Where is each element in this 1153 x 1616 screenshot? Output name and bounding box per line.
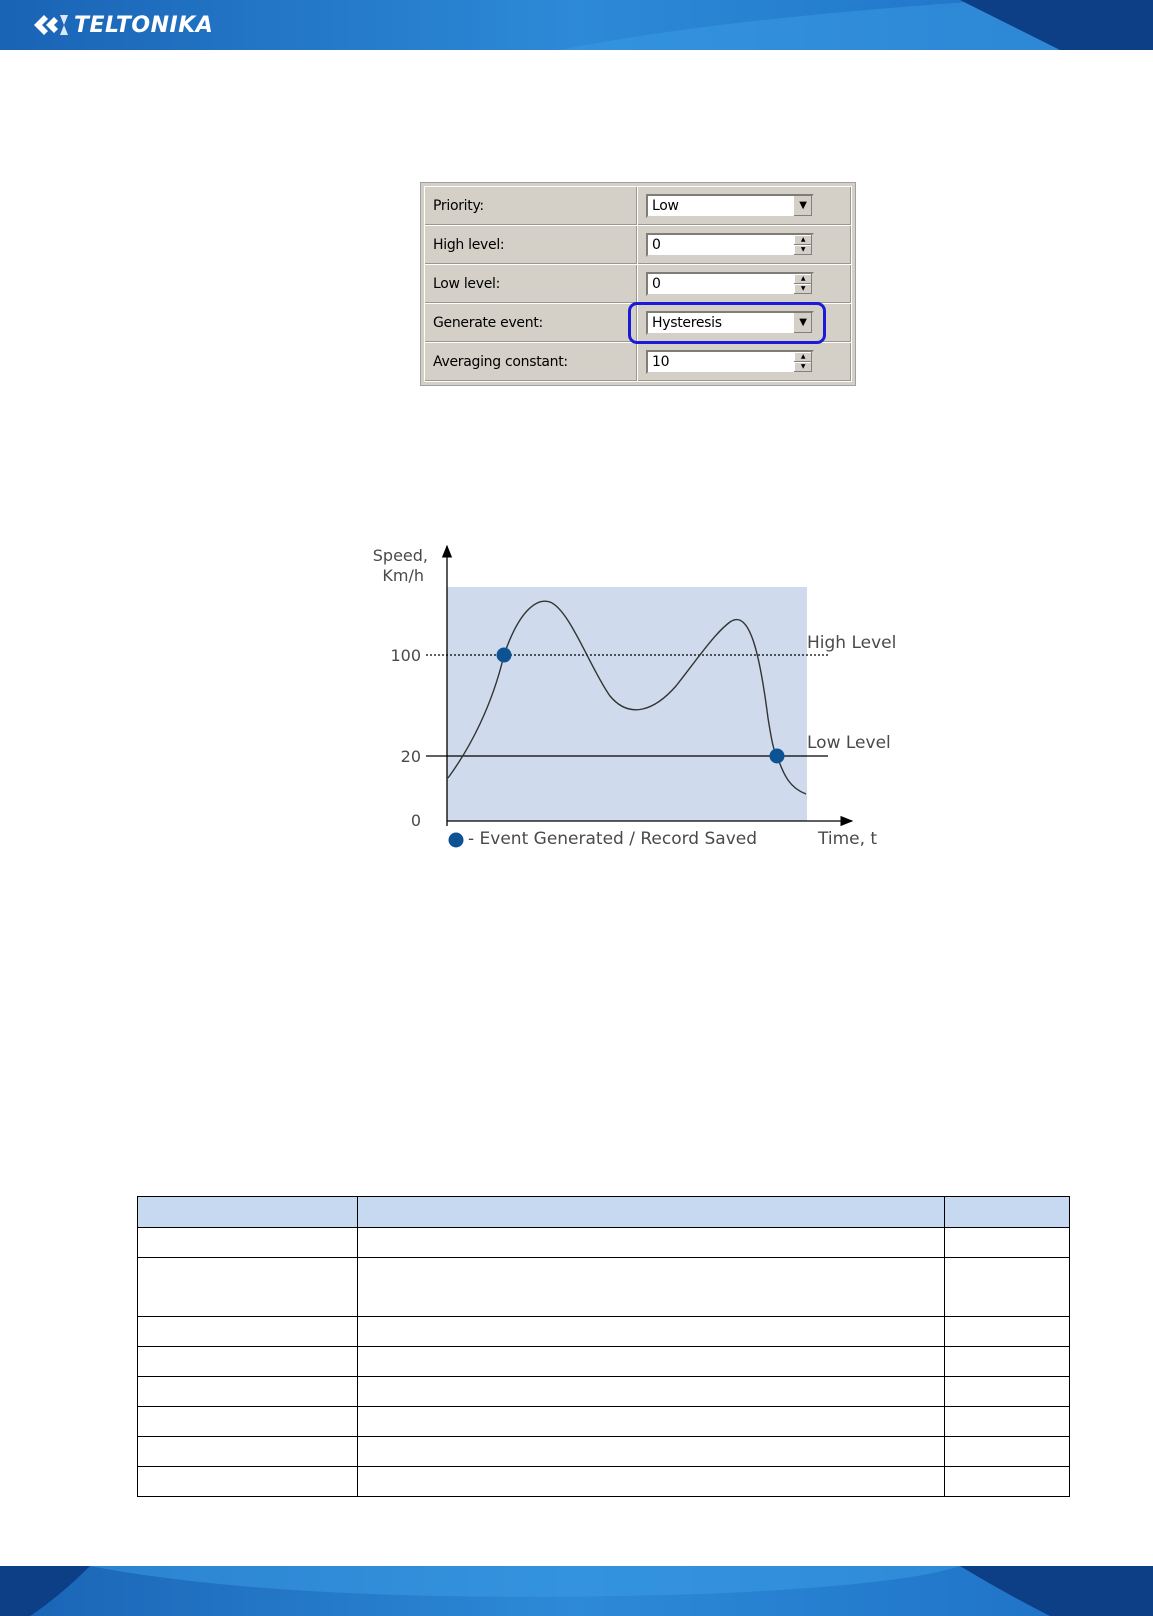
header-banner	[0, 0, 1153, 50]
table-row	[138, 1258, 1070, 1317]
teltonika-logo	[32, 8, 213, 42]
table-header-cell	[357, 1197, 944, 1228]
y-tick-label: 100	[390, 646, 421, 665]
table-cell	[138, 1258, 358, 1317]
legend-text: - Event Generated / Record Saved	[468, 829, 758, 849]
table-header-row	[138, 1197, 1070, 1228]
high-level-spinner[interactable]	[646, 233, 814, 257]
hysteresis-chart	[360, 538, 920, 858]
generate-event-value: Hysteresis	[652, 315, 722, 331]
low-level-value: 0	[652, 276, 661, 292]
chevron-down-icon[interactable]: ▼	[793, 196, 812, 216]
table-row	[138, 1347, 1070, 1377]
table-cell	[138, 1407, 358, 1437]
table-cell	[138, 1467, 358, 1497]
priority-value: Low	[652, 198, 679, 214]
table-cell	[357, 1437, 944, 1467]
event-marker	[770, 749, 785, 764]
high-level-label: High level:	[425, 226, 638, 265]
table-cell	[357, 1347, 944, 1377]
io-settings-panel	[420, 182, 856, 386]
spin-up-icon[interactable]: ▲	[794, 235, 812, 245]
spin-up-icon[interactable]: ▲	[794, 274, 812, 284]
table-cell	[945, 1347, 1070, 1377]
high-level-label: High Level	[807, 633, 897, 653]
table-cell	[945, 1258, 1070, 1317]
table-header-cell	[945, 1197, 1070, 1228]
spin-up-icon[interactable]: ▲	[794, 352, 812, 362]
footer-background	[0, 1566, 1153, 1616]
brand-name: TELTONIKA	[74, 12, 214, 38]
table-cell	[945, 1228, 1070, 1258]
averaging-constant-value: 10	[652, 354, 670, 370]
table-cell	[945, 1377, 1070, 1407]
level-band	[447, 587, 807, 821]
table-cell	[945, 1317, 1070, 1347]
table-cell	[357, 1377, 944, 1407]
low-level-spinner[interactable]	[646, 272, 814, 296]
y-axis-label-line1: Speed,	[372, 546, 428, 565]
table-cell	[357, 1258, 944, 1317]
table-cell	[945, 1437, 1070, 1467]
table-cell	[357, 1317, 944, 1347]
y-axis-label-line2: Km/h	[382, 566, 424, 585]
table-row	[138, 1407, 1070, 1437]
y-tick-label: 20	[400, 747, 421, 766]
generate-event-highlight	[628, 302, 826, 344]
table-cell	[138, 1377, 358, 1407]
table-row	[138, 1228, 1070, 1258]
high-level-value: 0	[652, 237, 661, 253]
averaging-constant-label: Averaging constant:	[425, 343, 638, 382]
spin-down-icon[interactable]: ▼	[794, 284, 812, 294]
spin-down-icon[interactable]: ▼	[794, 362, 812, 372]
table-cell	[138, 1317, 358, 1347]
settings-row-averaging-constant	[425, 343, 852, 382]
settings-row-low-level	[425, 265, 852, 304]
parameters-table	[137, 1196, 1070, 1497]
table-cell	[357, 1467, 944, 1497]
event-marker	[497, 648, 512, 663]
table-cell	[945, 1407, 1070, 1437]
y-tick-label: 0	[410, 811, 421, 830]
table-row	[138, 1437, 1070, 1467]
table-cell	[138, 1437, 358, 1467]
chevron-down-icon[interactable]: ▼	[793, 313, 812, 333]
settings-row-priority	[425, 187, 852, 226]
settings-grid	[424, 186, 852, 382]
priority-label: Priority:	[425, 187, 638, 226]
table-cell	[357, 1407, 944, 1437]
spin-down-icon[interactable]: ▼	[794, 245, 812, 255]
legend-marker-icon	[449, 833, 464, 848]
priority-dropdown[interactable]	[646, 194, 814, 218]
table-cell	[945, 1467, 1070, 1497]
table-cell	[138, 1228, 358, 1258]
x-axis-label: Time, t	[818, 829, 878, 849]
settings-row-high-level	[425, 226, 852, 265]
generate-event-label: Generate event:	[425, 304, 638, 343]
logo-mark-icon	[32, 10, 70, 40]
table-row	[138, 1317, 1070, 1347]
table-cell	[138, 1347, 358, 1377]
table-header-cell	[138, 1197, 358, 1228]
averaging-constant-spinner[interactable]	[646, 350, 814, 374]
footer-banner	[0, 1566, 1153, 1616]
low-level-label: Low Level	[807, 733, 891, 753]
table-cell	[357, 1228, 944, 1258]
table-row	[138, 1377, 1070, 1407]
low-level-label: Low level:	[425, 265, 638, 304]
table-row	[138, 1467, 1070, 1497]
